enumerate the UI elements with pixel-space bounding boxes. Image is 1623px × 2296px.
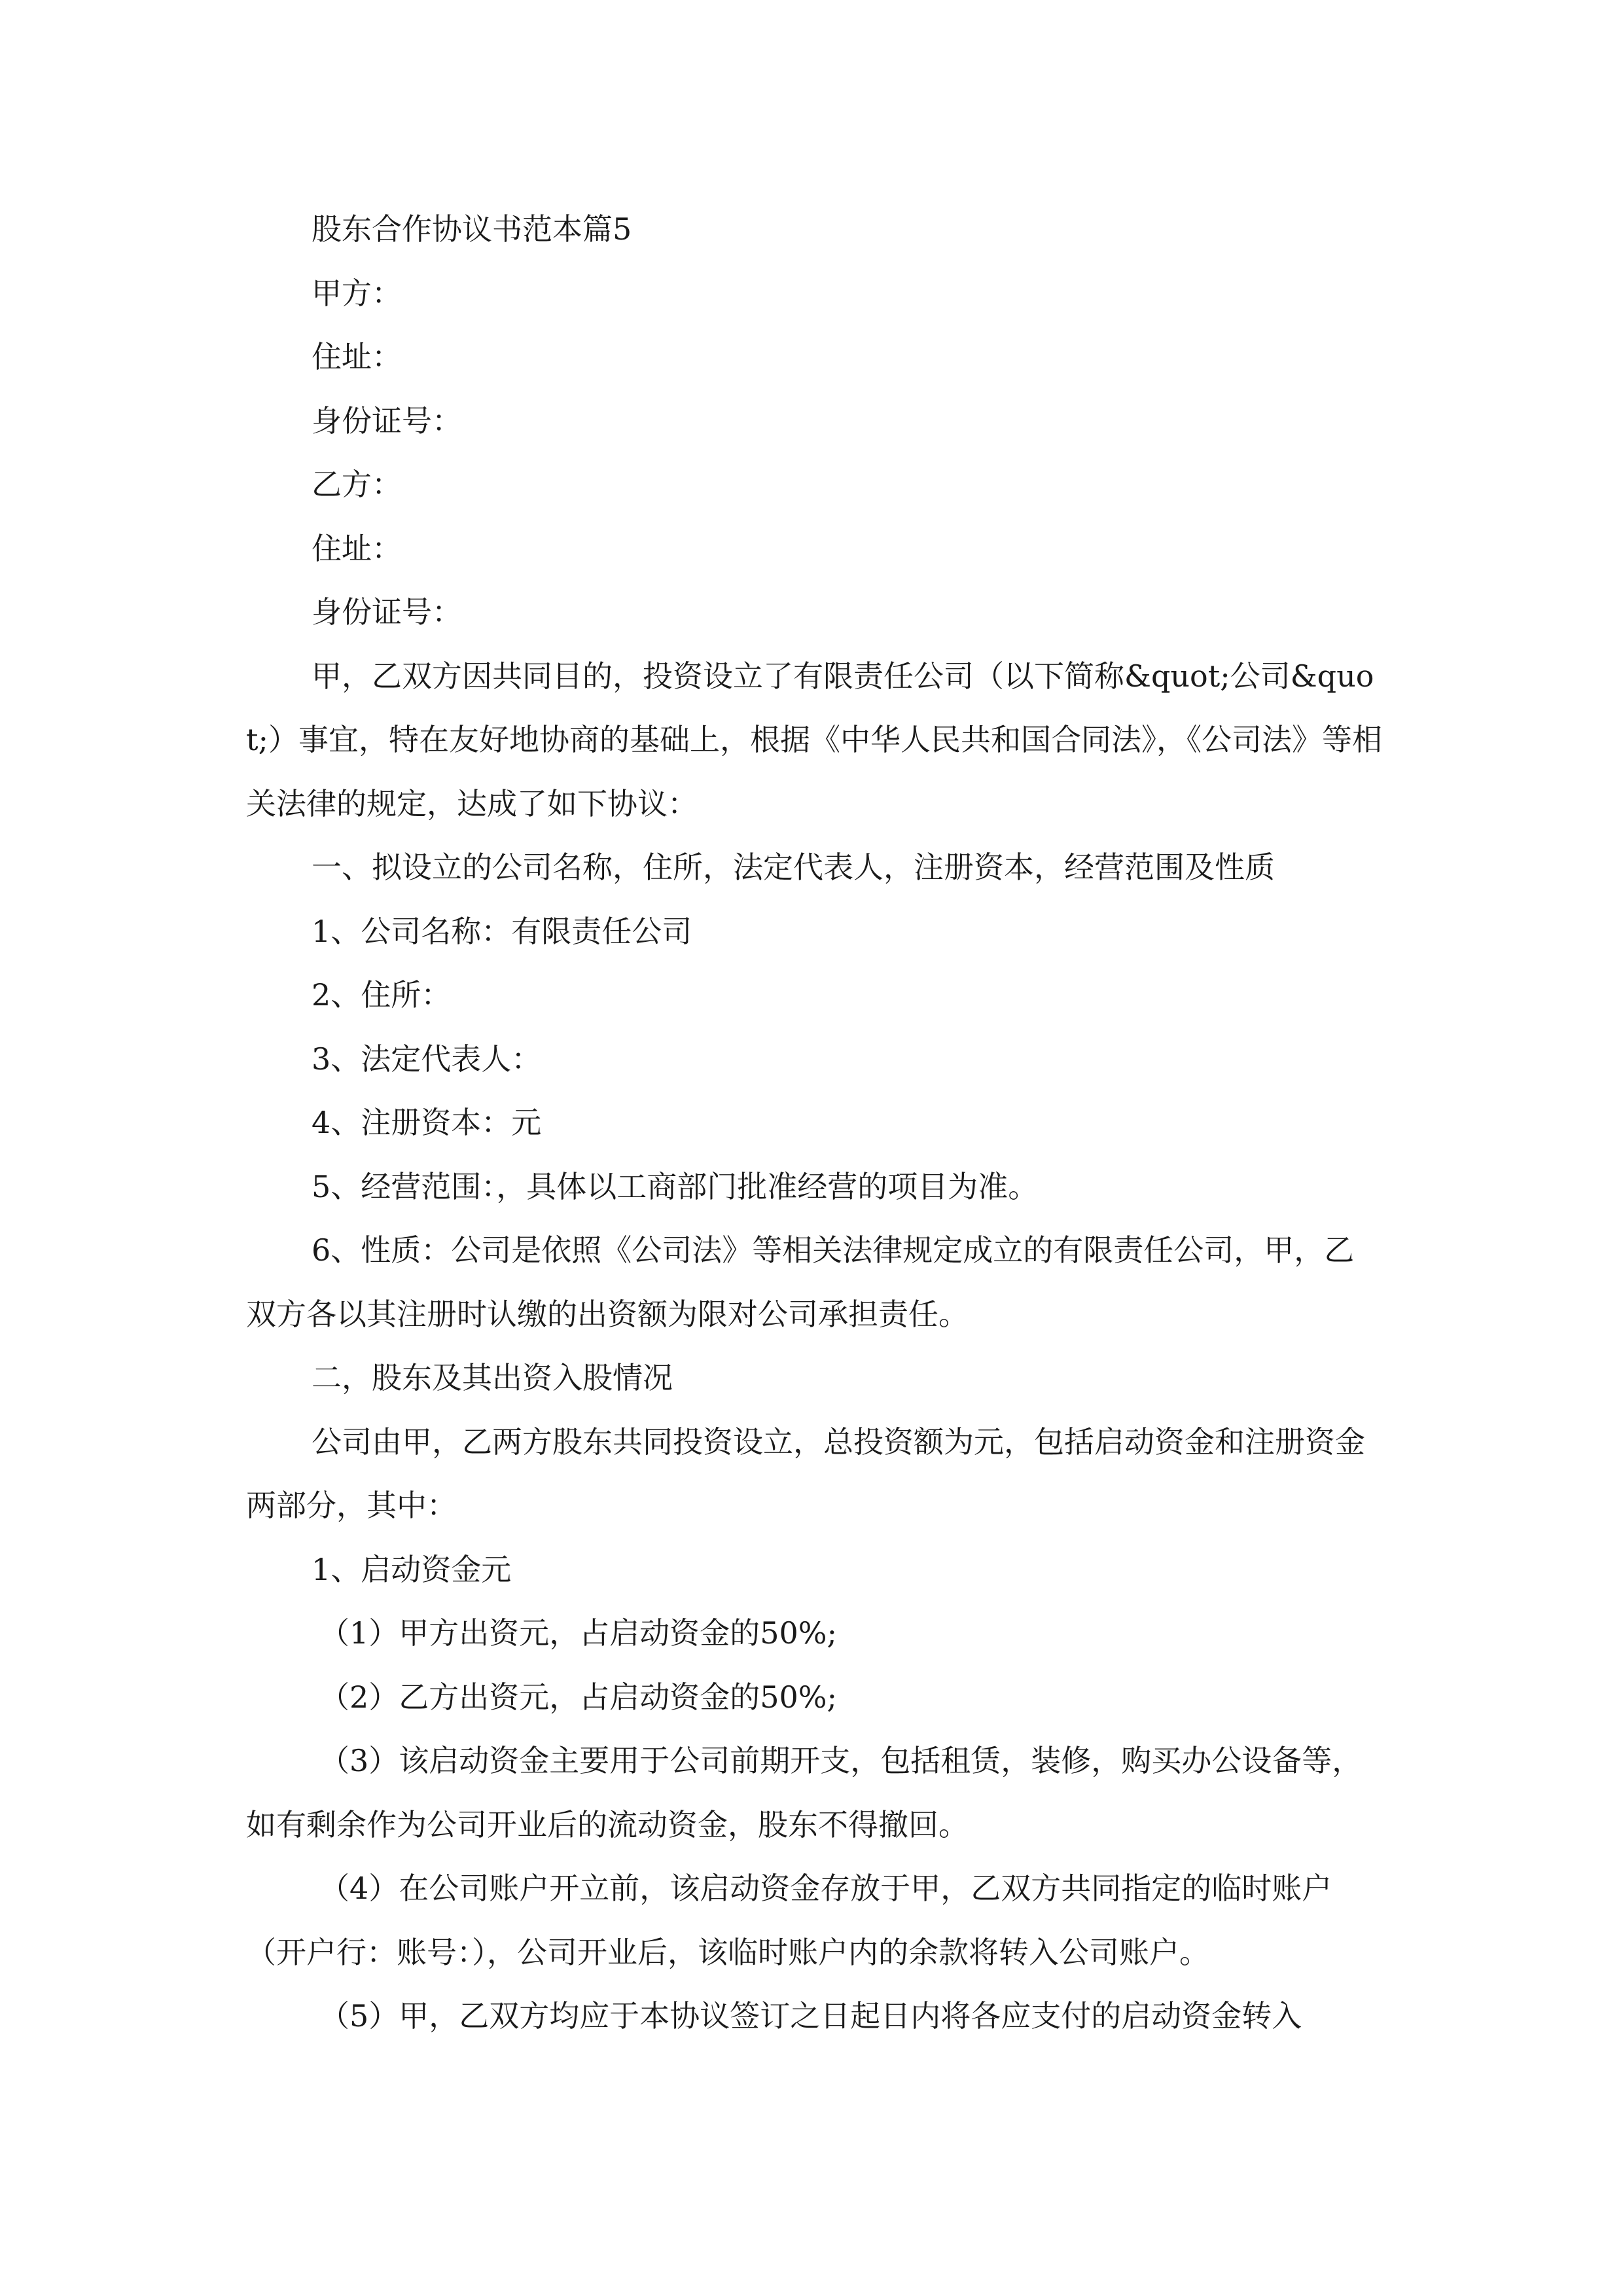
startup-item-3: （3）该启动资金主要用于公司前期开支，包括租赁，装修，购买办公设备等，如有剩余作为公司开业后的流动资金，股东不得撤回。 [246,1743,1363,1842]
clause-registered-capital: 4、注册资本：元 [312,1105,542,1140]
section-1-heading: 一、拟设立的公司名称，住所，法定代表人，注册资本，经营范围及性质 [312,850,1275,885]
startup-item-1: （1）甲方出资元，占启动资金的50%; [319,1615,838,1651]
startup-item-5: （5）甲，乙双方均应于本协议签订之日起日内将各应支付的启动资金转入 [319,1998,1302,2034]
document-body [246,198,1382,2049]
party-b-address: 住址： [312,530,402,566]
clause-company-name: 1、公司名称：有限责任公司 [312,913,692,949]
party-a-id-number: 身份证号： [312,403,462,439]
document-title: 股东合作协议书范本篇5 [312,211,632,247]
clause-domicile: 2、住所： [312,977,452,1013]
startup-item-2: （2）乙方出资元，占启动资金的50%; [319,1679,838,1715]
preamble-paragraph: 甲，乙双方因共同目的，投资设立了有限责任公司（以下简称&quot;公司&quot;）事宜，特在友好地协商的基础上，根据《中华人民共和国合同法》，《公司法》等相关法律的规定，达成了如下协议： [246,658,1382,821]
party-b-id-number: 身份证号： [312,594,462,630]
clause-legal-representative: 3、法定代表人： [312,1041,542,1077]
party-a-address: 住址： [312,339,402,374]
startup-capital-heading: 1、启动资金元 [312,1551,512,1587]
clause-nature: 6、性质：公司是依照《公司法》等相关法律规定成立的有限责任公司，甲，乙双方各以其注册时认缴的出资额为限对公司承担责任。 [246,1232,1355,1332]
party-b-label: 乙方： [312,467,402,502]
startup-item-4: （4）在公司账户开立前，该启动资金存放于甲，乙双方共同指定的临时账户（开户行：账号：），公司开业后，该临时账户内的余款将转入公司账户。 [246,1871,1332,1970]
section-2-heading: 二，股东及其出资入股情况 [312,1360,673,1395]
clause-business-scope: 5、经营范围：，具体以工商部门批准经营的项目为准。 [312,1168,1039,1204]
party-a-label: 甲方： [312,275,402,311]
investment-paragraph: 公司由甲，乙两方股东共同投资设立，总投资额为元，包括启动资金和注册资金两部分，其中： [246,1424,1365,1523]
